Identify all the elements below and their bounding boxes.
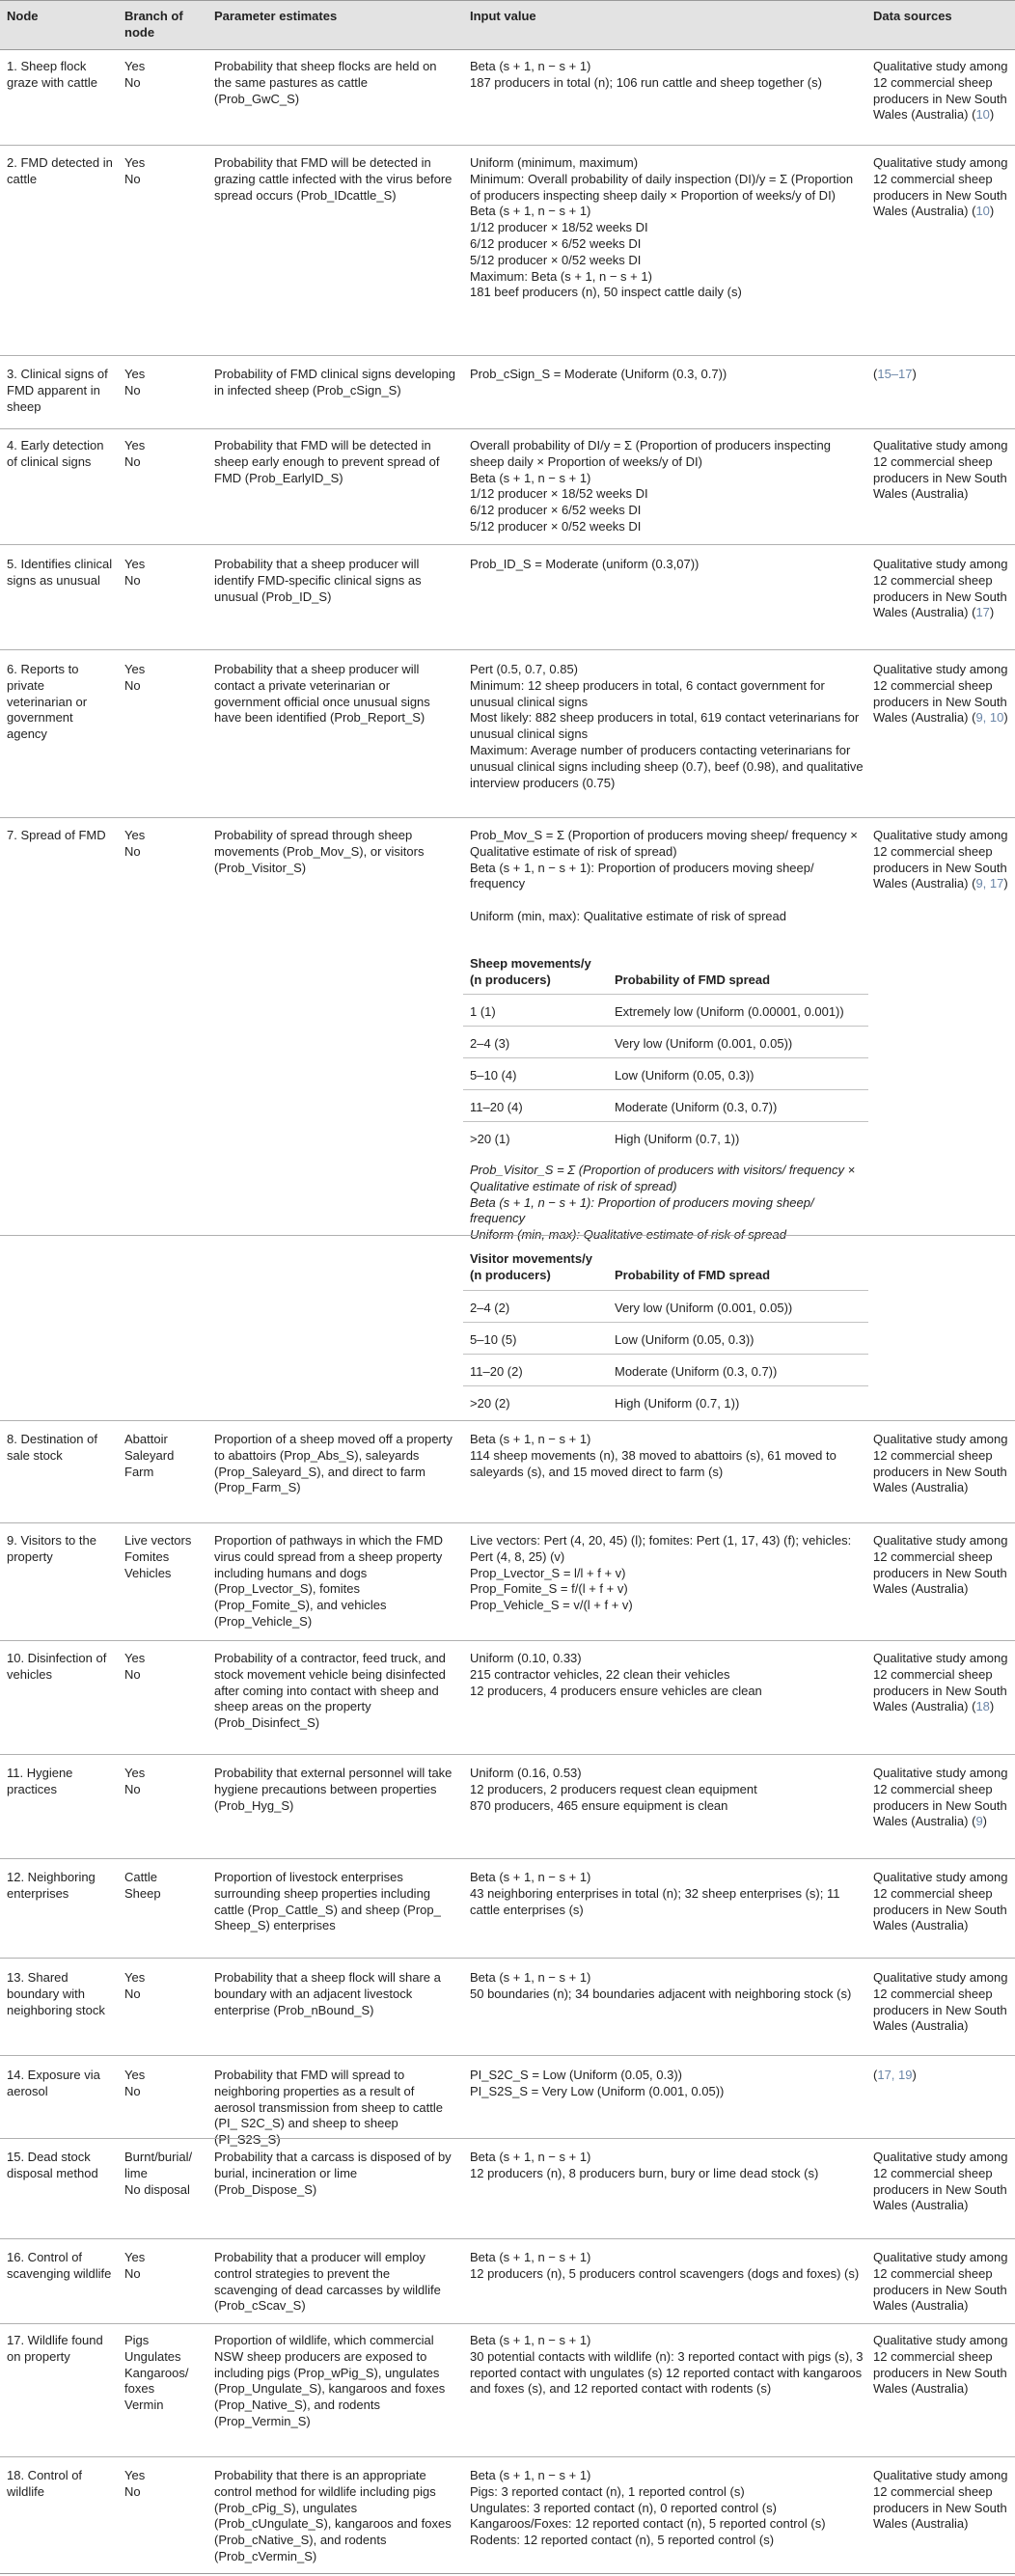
row-1-reference-link[interactable]: 10 [975, 107, 990, 123]
visitor-movement-count: 5–10 (5) [470, 1332, 517, 1347]
row-12-input: Beta (s + 1, n − s + 1) 43 neighboring enterprises in total (n); 32 sheep enterprises (s); 11 cattle enterprises (s) [470, 1870, 840, 1917]
row-3-parameter: Probability of FMD clinical signs developing in infected sheep (Prob_cSign_S) [214, 367, 456, 397]
row-2-input: Uniform (minimum, maximum) Minimum: Overall probability of daily inspection (DI)/y = Σ (Proportion of producers inspecting sheep daily × Proportion of weeks/y of DI) Beta (s + 1, n − s + 1) 1/12 producer × 18/52 weeks DI 6/12 producer × 6/52 weeks DI 5/12 producer × 0/52 weeks DI Maximum: Beta (s + 1, n − s + 1) 181 beef producers (n), 50 inspect cattle daily (s) [470, 155, 854, 300]
row-6-branch: Yes No [124, 662, 146, 693]
sheep-probability-header: Probability of FMD spread [615, 973, 771, 987]
sheep-movement-count: 5–10 (4) [470, 1068, 517, 1082]
visitor-spread-probability: Very low (Uniform (0.001, 0.05)) [615, 1301, 793, 1315]
row-8-node: 8. Destination of sale stock [7, 1432, 97, 1463]
row-4-input: Overall probability of DI/y = Σ (Proportion of producers inspecting sheep daily × Proportion of weeks/y of DI) Beta (s + 1, n − s + 1) 1/12 producer × 18/52 weeks DI 6/12 producer × 6/52 weeks DI 5/12 producer × 0/52 weeks DI [470, 438, 832, 534]
row-14-reference-link[interactable]: 17, 19 [877, 2068, 913, 2082]
row-15-node: 15. Dead stock disposal method [7, 2150, 98, 2180]
row-10-node: 10. Disinfection of vehicles [7, 1651, 107, 1682]
row-4-parameter: Probability that FMD will be detected in sheep early enough to prevent spread of FMD (Prob_EarlyID_S) [214, 438, 440, 485]
row-6-parameter: Probability that a sheep producer will contact a private veterinarian or government official once unusual signs have been identified (Prob_Report_S) [214, 662, 430, 726]
row-5-input: Prob_ID_S = Moderate (uniform (0.3,07)) [470, 557, 700, 571]
row-10-reference-link[interactable]: 18 [975, 1699, 990, 1714]
visitor-probability-text: Prob_Visitor_S = Σ (Proportion of producers with visitors/ frequency × Qualitative estimate of risk of spread) Beta (s + 1, n − s + 1): Proportion of producers moving sheep/ frequency Uniform (min, max): Qualitative estimate of risk of spread [470, 1163, 856, 1243]
row-5-reference-link[interactable]: 17 [975, 605, 990, 620]
row-11-parameter: Probability that external personnel will take hygiene precautions between properties (Prob_Hyg_S) [214, 1766, 453, 1813]
sheep-movement-count: 1 (1) [470, 1004, 496, 1019]
header-node: Node [7, 9, 39, 23]
row-13-source: Qualitative study among 12 commercial sheep producers in New South Wales (Australia) [873, 1970, 1008, 2034]
sheep-spread-probability: High (Uniform (0.7, 1)) [615, 1132, 740, 1146]
sheep-movement-count: 11–20 (4) [470, 1100, 523, 1114]
sheep-movement-count: >20 (1) [470, 1132, 510, 1146]
row-10-branch: Yes No [124, 1651, 146, 1682]
sheep-spread-probability: Very low (Uniform (0.001, 0.05)) [615, 1036, 793, 1051]
row-9-parameter: Proportion of pathways in which the FMD virus could spread from a sheep property including humans and dogs (Prop_Lvector_S), fomites (Prop_Fomite_S), and vehicles (Prop_Vehicle_S) [214, 1533, 443, 1629]
row-6-reference-link[interactable]: 9, 10 [975, 710, 1004, 726]
row-18-input: Beta (s + 1, n − s + 1) Pigs: 3 reported contact (n), 1 reported control (s) Ungulates: 3 reported contact (n), 0 reported control (s) Kangaroos/Foxes: 12 reported contact (n), 5 reported control (s) Rodents: 12 reported contact (n), 5 reported control (s) [470, 2468, 826, 2548]
row-5-parameter: Probability that a sheep producer will identify FMD-specific clinical signs as unusual (Prob_ID_S) [214, 557, 422, 604]
row-3-reference-link[interactable]: 15–17 [877, 367, 913, 381]
row-8-parameter: Proportion of a sheep moved off a property to abattoirs (Prop_Abs_S), saleyards (Prop_Saleyard_S), and direct to farm (Prop_Farm_S) [214, 1432, 453, 1495]
visitor-spread-probability: High (Uniform (0.7, 1)) [615, 1396, 740, 1411]
visitor-movement-count: >20 (2) [470, 1396, 510, 1411]
row-15-source: Qualitative study among 12 commercial sheep producers in New South Wales (Australia) [873, 2150, 1008, 2213]
row-2-reference-link[interactable]: 10 [975, 204, 990, 219]
row-6-source: Qualitative study among 12 commercial sheep producers in New South Wales (Australia) (9, 10) [873, 662, 1008, 726]
sheep-movements-header: Sheep movements/y (n producers) [470, 956, 591, 987]
row-6-input: Pert (0.5, 0.7, 0.85) Minimum: 12 sheep producers in total, 6 contact government for unusual clinical signs Most likely: 882 sheep producers in total, 619 contact veterinarians for unusual clinical signs Maximum: Average number of producers contacting veterinarians for unusual clinical signs including sheep (0.7), beef (0.98), and qualitative interview producers (0.75) [470, 662, 864, 790]
row-5-node: 5. Identifies clinical signs as unusual [7, 557, 113, 588]
row-17-source: Qualitative study among 12 commercial sheep producers in New South Wales (Australia) [873, 2333, 1008, 2397]
row-2-node: 2. FMD detected in cattle [7, 155, 113, 186]
row-15-input: Beta (s + 1, n − s + 1) 12 producers (n), 8 producers burn, bury or lime dead stock (s) [470, 2150, 819, 2180]
row-1-node: 1. Sheep flock graze with cattle [7, 59, 97, 90]
row-14-branch: Yes No [124, 2068, 146, 2098]
header-input-value: Input value [470, 9, 536, 23]
row-7-input: Prob_Mov_S = Σ (Proportion of producers moving sheep/ frequency × Qualitative estimate of risk of spread) Beta (s + 1, n − s + 1): Proportion of producers moving sheep/ frequency Uniform (min, max): Qualitative estimate of risk of spread [470, 828, 858, 923]
visitor-spread-probability: Low (Uniform (0.05, 0.3)) [615, 1332, 754, 1347]
sheep-movement-count: 2–4 (3) [470, 1036, 510, 1051]
row-14-node: 14. Exposure via aerosol [7, 2068, 100, 2098]
row-8-branch: Abattoir Saleyard Farm [124, 1432, 175, 1479]
row-8-source: Qualitative study among 12 commercial sheep producers in New South Wales (Australia) [873, 1432, 1008, 1495]
row-3-branch: Yes No [124, 367, 146, 397]
row-10-source: Qualitative study among 12 commercial sheep producers in New South Wales (Australia) (18) [873, 1651, 1008, 1714]
row-1-parameter: Probability that sheep flocks are held on the same pastures as cattle (Prob_GwC_S) [214, 59, 437, 106]
row-14-input: PI_S2C_S = Low (Uniform (0.05, 0.3)) PI_S2S_S = Very Low (Uniform (0.001, 0.05)) [470, 2068, 725, 2098]
row-5-branch: Yes No [124, 557, 146, 588]
row-10-parameter: Probability of a contractor, feed truck, and stock movement vehicle being disinfected after coming into contact with sheep and sheep areas on the property (Prob_Disinfect_S) [214, 1651, 446, 1731]
row-16-input: Beta (s + 1, n − s + 1) 12 producers (n), 5 producers control scavengers (dogs and foxes) (s) [470, 2250, 860, 2281]
row-12-branch: Cattle Sheep [124, 1870, 161, 1901]
row-17-branch: Pigs Ungulates Kangaroos/ foxes Vermin [124, 2333, 189, 2413]
row-11-source: Qualitative study among 12 commercial sheep producers in New South Wales (Australia) (9) [873, 1766, 1008, 1829]
row-16-node: 16. Control of scavenging wildlife [7, 2250, 112, 2281]
row-7-branch: Yes No [124, 828, 146, 859]
row-1-source: Qualitative study among 12 commercial sheep producers in New South Wales (Australia) (10) [873, 59, 1008, 123]
row-18-source: Qualitative study among 12 commercial sheep producers in New South Wales (Australia) [873, 2468, 1008, 2532]
row-6-node: 6. Reports to private veterinarian or government agency [7, 662, 88, 742]
row-2-branch: Yes No [124, 155, 146, 186]
row-14-source: (17, 19) [873, 2068, 917, 2082]
sheep-spread-probability: Moderate (Uniform (0.3, 0.7)) [615, 1100, 778, 1114]
visitor-movement-count: 2–4 (2) [470, 1301, 510, 1315]
sheep-spread-probability: Extremely low (Uniform (0.00001, 0.001)) [615, 1004, 844, 1019]
row-7-node: 7. Spread of FMD [7, 828, 106, 842]
row-13-node: 13. Shared boundary with neighboring stock [7, 1970, 105, 2017]
row-2-parameter: Probability that FMD will be detected in grazing cattle infected with the virus before spread occurs (Prob_IDcattle_S) [214, 155, 453, 203]
row-15-parameter: Probability that a carcass is disposed of by burial, incineration or lime (Prob_Dispose_S) [214, 2150, 452, 2197]
row-14-parameter: Probability that FMD will spread to neighboring properties as a result of aerosol transmission from sheep to cattle (PI_ S2C_S) and sheep to sheep (PI_S2S_S) [214, 2068, 443, 2148]
row-15-branch: Burnt/burial/ lime No disposal [124, 2150, 193, 2197]
visitor-movement-count: 11–20 (2) [470, 1364, 523, 1379]
row-11-node: 11. Hygiene practices [7, 1766, 73, 1796]
row-7-parameter: Probability of spread through sheep movements (Prob_Mov_S), or visitors (Prob_Visitor_S) [214, 828, 425, 875]
row-17-parameter: Proportion of wildlife, which commercial NSW sheep producers are exposed to including pigs (Prop_wPig_S), ungulates (Prop_Ungulate_S), kangaroos and foxes (Prop_Native_S), and rodents (Prop_Vermin_S) [214, 2333, 446, 2428]
row-3-node: 3. Clinical signs of FMD apparent in sheep [7, 367, 108, 414]
row-11-branch: Yes No [124, 1766, 146, 1796]
row-4-source: Qualitative study among 12 commercial sheep producers in New South Wales (Australia) [873, 438, 1008, 502]
visitor-probability-header: Probability of FMD spread [615, 1268, 771, 1282]
row-1-branch: Yes No [124, 59, 146, 90]
row-3-source: (15–17) [873, 367, 917, 381]
row-8-input: Beta (s + 1, n − s + 1) 114 sheep movements (n), 38 moved to abattoirs (s), 61 moved to saleyards (s), and 15 moved direct to farm (s) [470, 1432, 837, 1479]
row-16-branch: Yes No [124, 2250, 146, 2281]
row-9-input: Live vectors: Pert (4, 20, 45) (l); fomites: Pert (1, 17, 43) (f); vehicles: Pert (4, 8, 25) (v) Prop_Lvector_S = l/l + f + v) Prop_Fomite_S = f/(l + f + v) Prop_Vehicle_S = v/(l + f + v) [470, 1533, 852, 1613]
row-5-source: Qualitative study among 12 commercial sheep producers in New South Wales (Australia) (17) [873, 557, 1008, 620]
row-13-input: Beta (s + 1, n − s + 1) 50 boundaries (n); 34 boundaries adjacent with neighboring stock (s) [470, 1970, 852, 2001]
header-parameter-estimates: Parameter estimates [214, 9, 338, 23]
header-branch: Branch of node [124, 9, 183, 40]
row-12-source: Qualitative study among 12 commercial sheep producers in New South Wales (Australia) [873, 1870, 1008, 1933]
row-16-parameter: Probability that a producer will employ control strategies to prevent the scavenging of dead carcasses by wildlife (Prob_cScav_S) [214, 2250, 441, 2314]
row-3-input: Prob_cSign_S = Moderate (Uniform (0.3, 0.7)) [470, 367, 727, 381]
visitor-movements-header: Visitor movements/y (n producers) [470, 1251, 592, 1282]
row-18-parameter: Probability that there is an appropriate control method for wildlife including pigs (Prob_cPig_S), ungulates (Prob_cUngulate_S), kangaroos and foxes (Prob_cNative_S), and rodents (Prob_cVermin_S) [214, 2468, 452, 2563]
row-7-source: Qualitative study among 12 commercial sheep producers in New South Wales (Australia) (9, 17) [873, 828, 1008, 891]
row-9-branch: Live vectors Fomites Vehicles [124, 1533, 192, 1580]
row-12-parameter: Proportion of livestock enterprises surrounding sheep properties including cattle (Prop_Cattle_S) and sheep (Prop_ Sheep_S) enterprises [214, 1870, 441, 1933]
row-4-branch: Yes No [124, 438, 146, 469]
row-4-node: 4. Early detection of clinical signs [7, 438, 104, 469]
sheep-spread-probability: Low (Uniform (0.05, 0.3)) [615, 1068, 754, 1082]
header-data-sources: Data sources [873, 9, 952, 23]
row-9-source: Qualitative study among 12 commercial sheep producers in New South Wales (Australia) [873, 1533, 1008, 1597]
row-9-node: 9. Visitors to the property [7, 1533, 96, 1564]
row-7-reference-link[interactable]: 9, 17 [975, 876, 1004, 891]
row-13-branch: Yes No [124, 1970, 146, 2001]
row-12-node: 12. Neighboring enterprises [7, 1870, 96, 1901]
row-13-parameter: Probability that a sheep flock will share a boundary with an adjacent livestock enterprise (Prob_nBound_S) [214, 1970, 441, 2017]
row-11-input: Uniform (0.16, 0.53) 12 producers, 2 producers request clean equipment 870 producers, 465 ensure equipment is clean [470, 1766, 757, 1813]
visitor-spread-probability: Moderate (Uniform (0.3, 0.7)) [615, 1364, 778, 1379]
row-17-node: 17. Wildlife found on property [7, 2333, 103, 2364]
row-2-source: Qualitative study among 12 commercial sheep producers in New South Wales (Australia) (10) [873, 155, 1008, 219]
row-1-input: Beta (s + 1, n − s + 1) 187 producers in total (n); 106 run cattle and sheep together (s) [470, 59, 822, 90]
row-11-reference-link[interactable]: 9 [975, 1814, 983, 1829]
row-10-input: Uniform (0.10, 0.33) 215 contractor vehicles, 22 clean their vehicles 12 producers, 4 producers ensure vehicles are clean [470, 1651, 762, 1698]
row-18-branch: Yes No [124, 2468, 146, 2499]
row-18-node: 18. Control of wildlife [7, 2468, 83, 2499]
row-16-source: Qualitative study among 12 commercial sheep producers in New South Wales (Australia) [873, 2250, 1008, 2314]
row-17-input: Beta (s + 1, n − s + 1) 30 potential contacts with wildlife (n): 3 reported contact with pigs (s), 3 reported contact with ungulates (s) 12 reported contact with kangaroos and foxes (s), and 12 reported contact with rodents (s) [470, 2333, 864, 2397]
